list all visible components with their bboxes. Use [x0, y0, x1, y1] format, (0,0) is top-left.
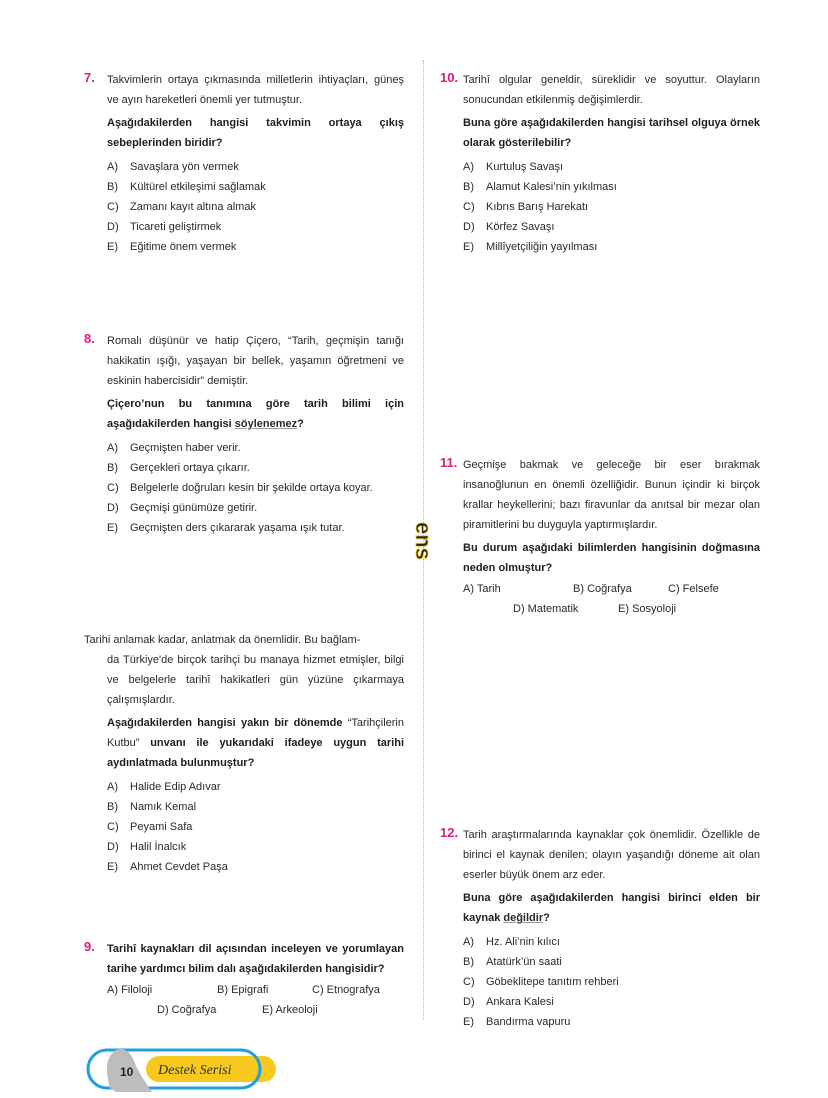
question-body — [463, 825, 760, 1032]
question-stem: Geçmişe bakmak ve geleceğe bir eser bırakmak insanoğlunun en önemli özelliğidir. Bunun içindir ki birçok krallar heykellerini; bazı firavunlar da anıtsal bir mezar olan piramitlerini bu duyguyla yaptırmışlardır. — [463, 459, 760, 531]
question-body — [107, 939, 404, 1020]
answer-option-e[interactable] — [107, 857, 404, 877]
prompt-segment: Aşağıdakilerden hangisi yakın bir dönemde — [107, 717, 348, 729]
option-label: C) — [463, 976, 475, 988]
option-text: Halide Edip Adıvar — [130, 781, 221, 793]
answer-option-b[interactable] — [107, 458, 404, 478]
question-q11 — [440, 455, 760, 619]
prompt-segment: “Tarihçilerin Kutbu” — [107, 717, 404, 749]
answer-option-c[interactable] — [107, 817, 404, 837]
answer-option-e[interactable] — [262, 1000, 318, 1020]
question-qx — [84, 630, 404, 877]
option-text: Sosyoloji — [632, 603, 677, 615]
prompt-segment: değildir — [503, 912, 544, 924]
question-prompt — [107, 713, 404, 773]
option-label: D) — [107, 841, 119, 853]
option-text: Filoloji — [121, 984, 153, 996]
answer-options — [107, 777, 404, 877]
option-label: D) — [107, 221, 119, 233]
question-q7 — [84, 70, 404, 257]
prompt-segment: Bu durum aşağıdaki bilimlerden hangisinin doğmasına neden olmuştur? — [463, 542, 760, 574]
prompt-segment: söylenemez — [234, 418, 298, 430]
prompt-segment: ? — [543, 912, 550, 924]
option-label: E) — [463, 1016, 474, 1028]
answer-option-c[interactable] — [463, 972, 760, 992]
answer-option-a[interactable] — [107, 777, 404, 797]
option-label: A) — [107, 984, 118, 996]
question-number: 8. — [84, 331, 95, 346]
option-label: A) — [463, 936, 474, 948]
question-prompt — [463, 538, 760, 578]
option-text: Halil İnalcık — [130, 841, 187, 853]
option-text: Atatürk’ün saati — [486, 956, 562, 968]
page-number: 10 — [120, 1065, 134, 1079]
prompt-segment: unvanı ile yukarıdaki ifadeye uygun tarihi aydınlatmada bulunmuştur? — [107, 737, 404, 769]
option-text: Gerçekleri ortaya çıkarır. — [130, 462, 250, 474]
answer-option-b[interactable] — [107, 177, 404, 197]
option-text: Kültürel etkileşimi sağlamak — [130, 181, 266, 193]
question-prompt — [463, 113, 760, 153]
option-text: Hz. Ali’nin kılıcı — [486, 936, 560, 948]
option-text: Kıbrıs Barış Harekatı — [486, 201, 589, 213]
option-text: Geçmişten ders çıkararak yaşama ışık tutar. — [130, 522, 345, 534]
answer-option-a[interactable] — [463, 579, 501, 599]
question-stem — [84, 630, 404, 710]
question-number: 7. — [84, 70, 95, 85]
answer-options — [463, 932, 760, 1032]
series-title: Destek Serisi — [158, 1063, 232, 1078]
question-number: 9. — [84, 939, 95, 954]
option-text: Tarih — [476, 583, 501, 595]
option-label: D) — [463, 221, 475, 233]
answer-option-e[interactable] — [618, 599, 676, 619]
prompt-segment: Çiçero’nun bu tanımına göre tarih bilimi için aşağıdakilerden hangisi — [107, 398, 404, 430]
option-label: E) — [463, 241, 474, 253]
question-q8 — [84, 331, 404, 538]
option-text: Peyami Safa — [130, 821, 193, 833]
option-label: B) — [573, 583, 584, 595]
answer-option-d[interactable] — [107, 837, 404, 857]
question-prompt — [107, 939, 404, 979]
option-text: Felsefe — [682, 583, 719, 595]
option-label: E) — [107, 522, 118, 534]
question-body — [107, 70, 404, 257]
option-label: A) — [107, 442, 118, 454]
prompt-segment: Buna göre aşağıdakilerden hangisi birinci elden bir kaynak — [463, 892, 760, 924]
option-text: Arkeoloji — [275, 1004, 318, 1016]
option-text: Coğrafya — [587, 583, 632, 595]
answer-options — [463, 157, 760, 257]
answer-options — [463, 579, 760, 619]
logo-text: ens — [411, 522, 436, 560]
answer-option-d[interactable] — [513, 599, 578, 619]
answer-option-b[interactable] — [463, 177, 760, 197]
prompt-segment: Aşağıdakilerden hangisi takvimin ortaya çıkış sebeplerinden biridir? — [107, 117, 404, 149]
answer-option-b[interactable] — [107, 797, 404, 817]
option-label: E) — [262, 1004, 273, 1016]
answer-option-e[interactable] — [463, 237, 760, 257]
answer-option-b[interactable] — [573, 579, 632, 599]
option-text: Ticareti geliştirmek — [130, 221, 222, 233]
answer-option-d[interactable] — [107, 217, 404, 237]
question-number: 12. — [440, 825, 459, 840]
option-text: Millîyetçiliğin yayılması — [486, 241, 598, 253]
option-label: C) — [107, 482, 119, 494]
question-stem: Tarihî olgular geneldir, süreklidir ve soyuttur. Olayların sonucundan etkilenmiş değişimlerdir. — [463, 74, 760, 106]
option-label: A) — [107, 781, 118, 793]
option-text: Zamanı kayıt altına almak — [130, 201, 256, 213]
prompt-segment: Tarihî kaynakları dil açısından inceleyen ve yorumlayan tarihe yardımcı bilim dalı aşağıdakilerden hangisidir? — [107, 943, 404, 975]
option-label: D) — [513, 603, 525, 615]
option-label: B) — [107, 462, 118, 474]
option-text: Ankara Kalesi — [486, 996, 554, 1008]
option-label: E) — [618, 603, 629, 615]
option-text: Ahmet Cevdet Paşa — [130, 861, 228, 873]
option-label: C) — [107, 821, 119, 833]
option-text: Epigrafi — [231, 984, 269, 996]
option-label: B) — [107, 801, 118, 813]
left-column — [84, 70, 404, 1020]
prompt-segment: Buna göre aşağıdakilerden hangisi tarihsel olguya örnek olarak gösterilebilir? — [463, 117, 760, 149]
question-stem: Tarih araştırmalarında kaynaklar çok önemlidir. Özellikle de birinci el kaynak denilen; olayın yaşandığı döneme ait olan eserler büyük önem arz eder. — [463, 829, 760, 881]
page-footer — [86, 1044, 286, 1092]
option-label: C) — [312, 984, 324, 996]
answer-option-e[interactable] — [107, 518, 404, 538]
option-label: C) — [107, 201, 119, 213]
question-stem: Takvimlerin ortaya çıkmasında milletlerin ihtiyaçları, güneş ve ayın hareketleri önemli yer tutmuştur. — [107, 74, 404, 106]
answer-option-e[interactable] — [463, 1012, 760, 1032]
option-label: B) — [217, 984, 228, 996]
option-label: C) — [668, 583, 680, 595]
stem-first-line: Tarihi anlamak kadar, anlatmak da önemlidir. Bu bağlam- — [84, 634, 361, 646]
option-label: E) — [107, 861, 118, 873]
option-text: Etnografya — [326, 984, 380, 996]
prompt-segment: ? — [297, 418, 304, 430]
question-body — [463, 70, 760, 257]
option-label: B) — [107, 181, 118, 193]
option-label: A) — [463, 161, 474, 173]
option-text: Körfez Savaşı — [486, 221, 555, 233]
option-label: B) — [463, 181, 474, 193]
option-label: A) — [463, 583, 474, 595]
option-label: E) — [107, 241, 118, 253]
question-prompt — [463, 888, 760, 928]
answer-option-c[interactable] — [312, 980, 380, 1000]
option-text: Alamut Kalesi’nin yıkılması — [486, 181, 617, 193]
option-text: Coğrafya — [171, 1004, 217, 1016]
question-prompt — [107, 113, 404, 153]
answer-options — [107, 157, 404, 257]
question-body — [84, 630, 404, 877]
answer-option-c[interactable] — [668, 579, 719, 599]
option-text: Savaşlara yön vermek — [130, 161, 239, 173]
answer-option-d[interactable] — [157, 1000, 216, 1020]
answer-option-a[interactable] — [107, 157, 404, 177]
option-text: Geçmişi günümüze getirir. — [130, 502, 258, 514]
option-text: Matematik — [527, 603, 579, 615]
question-number: 11. — [440, 455, 458, 470]
answer-option-a[interactable] — [107, 980, 152, 1000]
question-number: 10. — [440, 70, 459, 85]
question-prompt — [107, 394, 404, 434]
question-stem: Romalı düşünür ve hatip Çiçero, “Tarih, geçmişin tanığı hakikatin ışığı, yaşayan bir bellek, yaşamın öğretmeni ve eskinin habercisidir” demiştir. — [107, 335, 404, 387]
option-label: B) — [463, 956, 474, 968]
option-label: D) — [463, 996, 475, 1008]
question-q10 — [440, 70, 760, 257]
option-label: C) — [463, 201, 475, 213]
answer-option-b[interactable] — [463, 952, 760, 972]
option-label: D) — [107, 502, 119, 514]
answer-option-a[interactable] — [463, 157, 760, 177]
publisher-logo — [410, 518, 436, 570]
option-label: D) — [157, 1004, 169, 1016]
answer-option-b[interactable] — [217, 980, 268, 1000]
answer-options — [107, 438, 404, 538]
answer-options — [107, 980, 404, 1020]
option-label: A) — [107, 161, 118, 173]
option-text: Geçmişten haber verir. — [130, 442, 241, 454]
right-column — [440, 70, 760, 1032]
option-text: Göbeklitepe tanıtım rehberi — [486, 976, 619, 988]
answer-option-c[interactable] — [463, 197, 760, 217]
answer-option-d[interactable] — [463, 992, 760, 1012]
answer-option-c[interactable] — [107, 197, 404, 217]
option-text: Kurtuluş Savaşı — [486, 161, 564, 173]
answer-option-d[interactable] — [107, 498, 404, 518]
answer-option-a[interactable] — [463, 932, 760, 952]
option-text: Eğitime önem vermek — [130, 241, 237, 253]
answer-option-e[interactable] — [107, 237, 404, 257]
option-text: Namık Kemal — [130, 801, 197, 813]
footer-badge — [86, 1044, 286, 1092]
answer-option-c[interactable] — [107, 478, 404, 498]
question-body — [463, 455, 760, 619]
question-body — [107, 331, 404, 538]
stem-text: da Türkiye'de birçok tarihçi bu manaya hizmet etmişler, bilgi ve belgelerle tarihî hakikatleri gün yüzüne çıkarmaya çalışmışlardır. — [107, 654, 404, 706]
question-q9 — [84, 939, 404, 1020]
question-q12 — [440, 825, 760, 1032]
option-text: Bandırma vapuru — [486, 1016, 571, 1028]
option-text: Belgelerle doğruları kesin bir şekilde ortaya koyar. — [130, 482, 373, 494]
answer-option-d[interactable] — [463, 217, 760, 237]
answer-option-a[interactable] — [107, 438, 404, 458]
